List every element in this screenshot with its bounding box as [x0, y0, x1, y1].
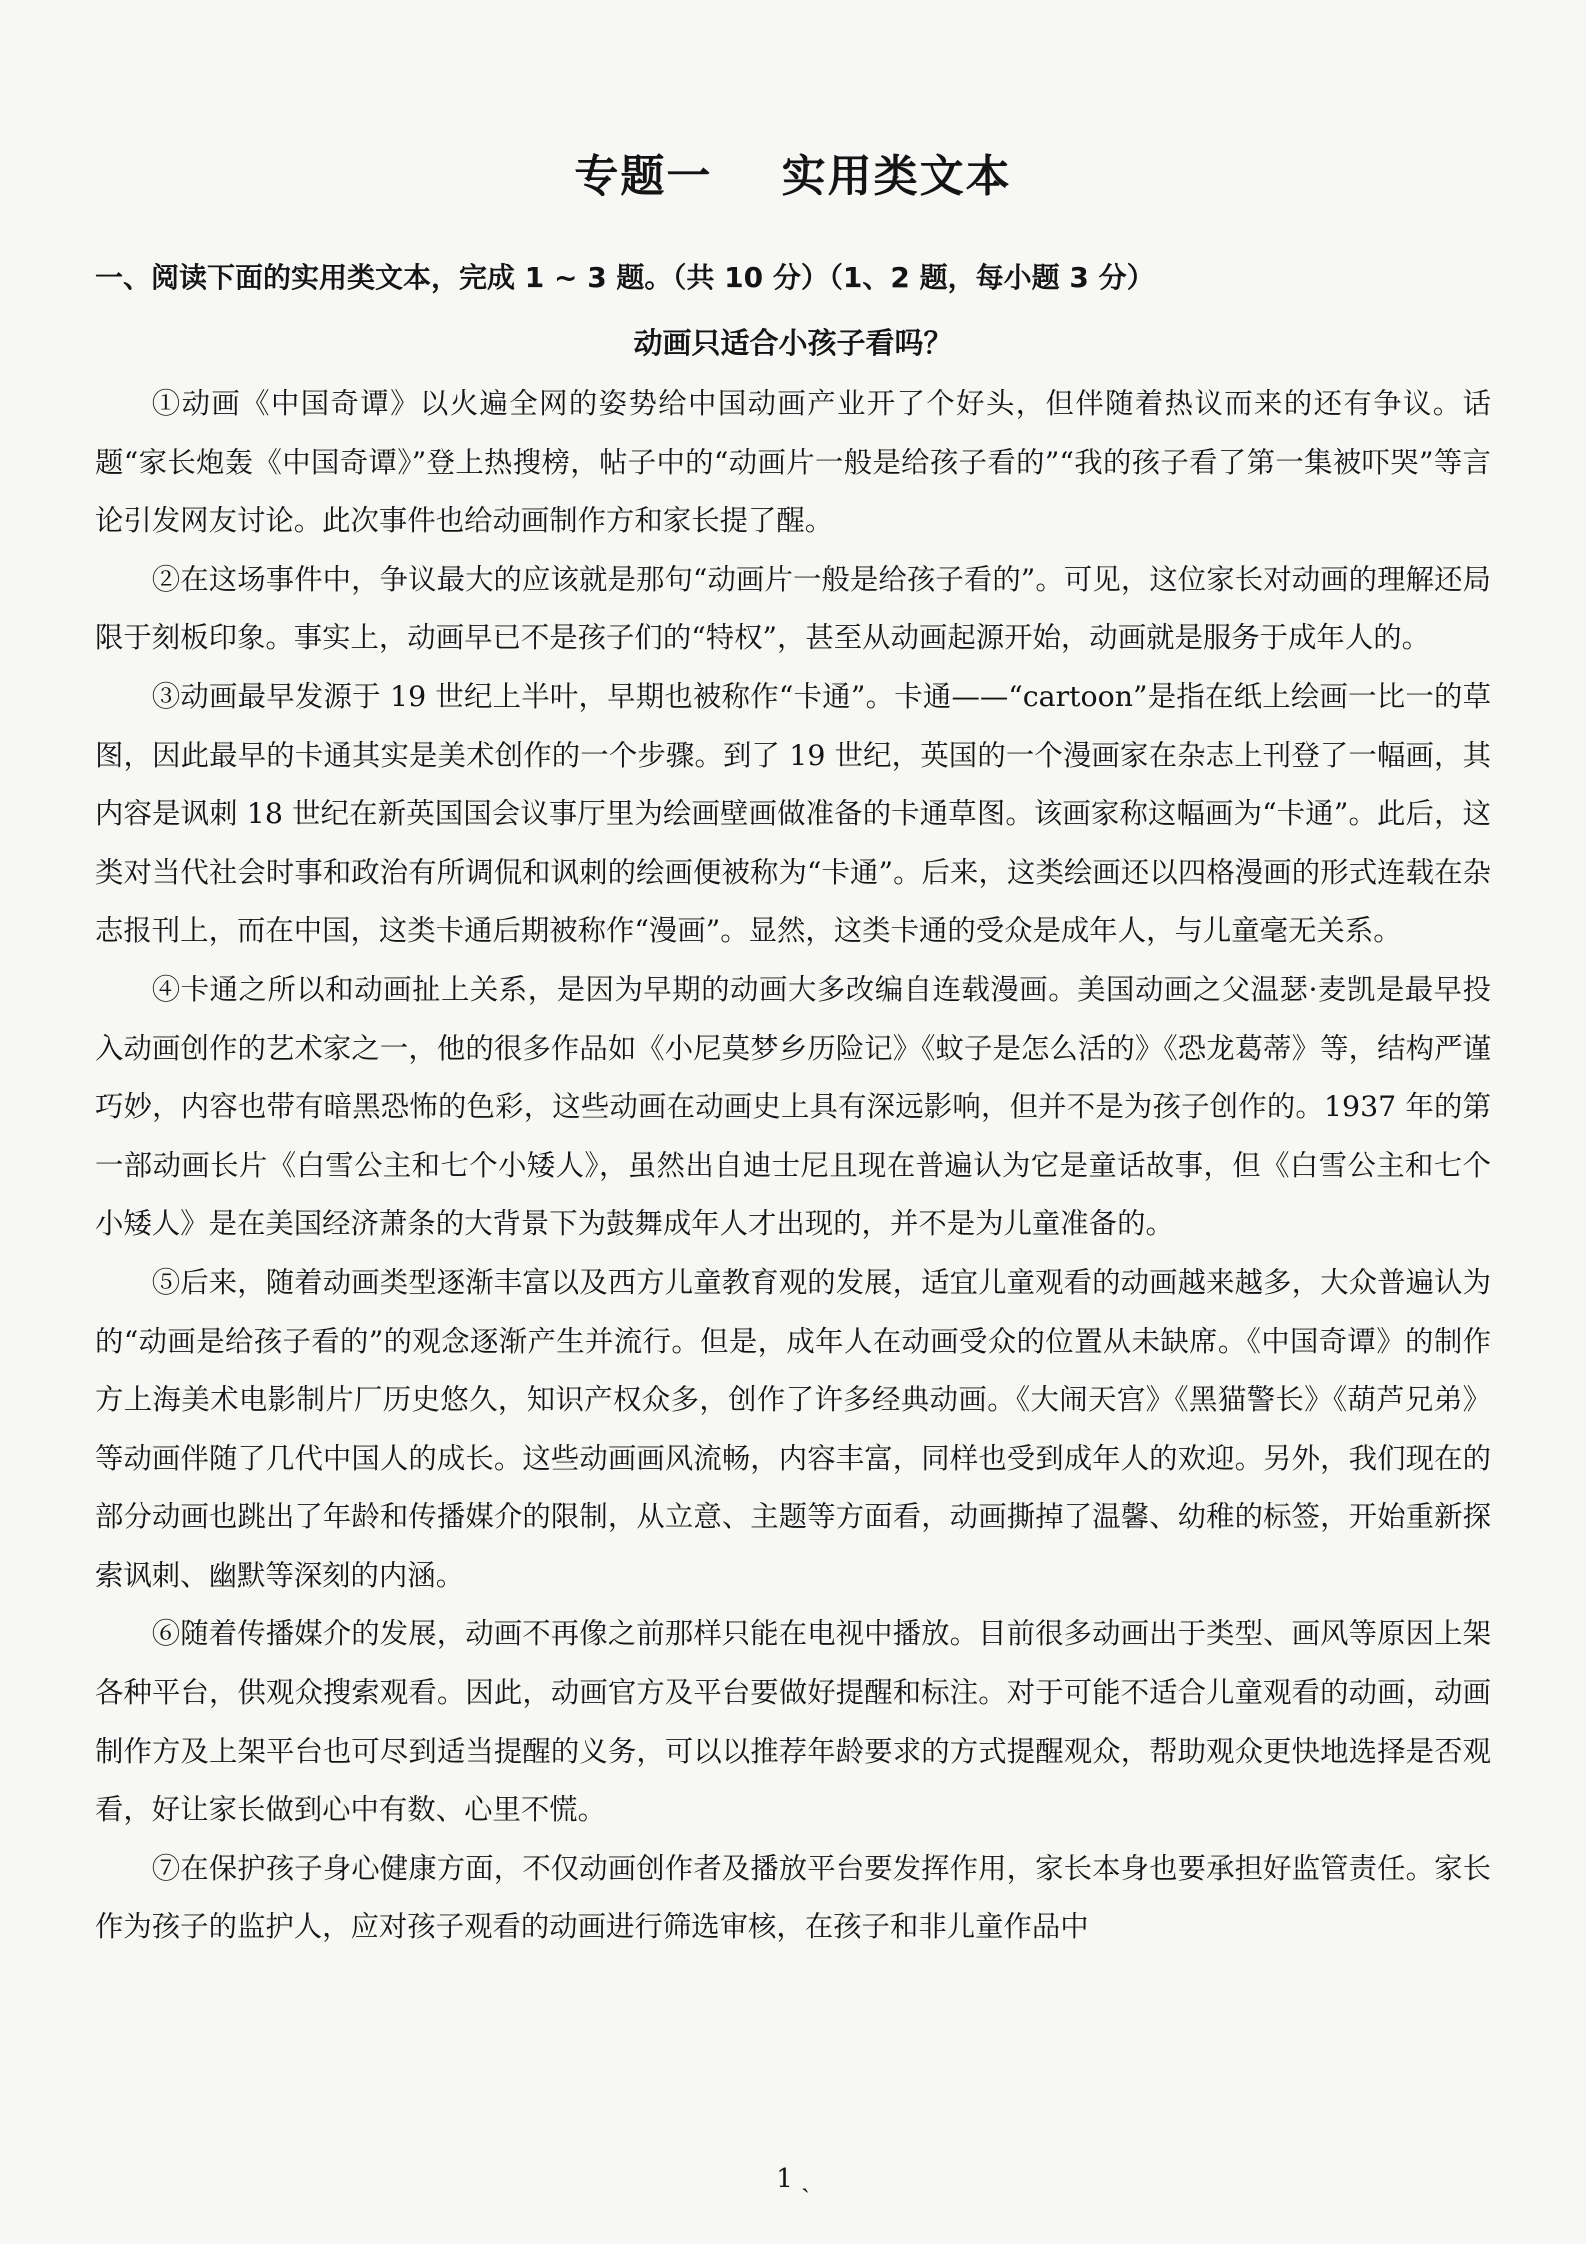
paragraph-5: ⑤后来，随着动画类型逐渐丰富以及西方儿童教育观的发展，适宜儿童观看的动画越来越多，大众普遍认为的“动画是给孩子看的”的观念逐渐产生并流行。但是，成年人在动画受众的位置从未缺席。《中国奇谭》的制作方上海美术电影制片厂历史悠久，知识产权众多，创作了许多经典动画。《大闹天宫》《黑猫警长》《葫芦兄弟》等动画伴随了几代中国人的成长。这些动画画风流畅，内容丰富，同样也受到成年人的欢迎。另外，我们现在的部分动画也跳出了年龄和传播媒介的限制，从立意、主题等方面看，动画撕掉了温馨、幼稚的标签，开始重新探索讽刺、幽默等深刻的内涵。 [95, 1265, 1491, 1592]
section-heading: 一、阅读下面的实用类文本，完成 1 ~ 3 题。（共 10 分）（1、2 题，每小题 3 分） [95, 261, 1155, 294]
page-title: 专题一 实用类文本 [574, 151, 1012, 202]
paragraph-4: ④卡通之所以和动画扯上关系，是因为早期的动画大多改编自连载漫画。美国动画之父温瑟·麦凯是最早投入动画创作的艺术家之一，他的很多作品如《小尼莫梦乡历险记》《蚊子是怎么活的》《恐龙葛蒂》等，结构严谨巧妙，内容也带有暗黑恐怖的色彩，这些动画在动画史上具有深远影响，但并不是为孩子创作的。1937 年的第一部动画长片《白雪公主和七个小矮人》，虽然出自迪士尼且现在普遍认为它是童话故事，但《白雪公主和七个小矮人》是在美国经济萧条的大背景下为鼓舞成年人才出现的，并不是为儿童准备的。 [95, 972, 1491, 1241]
article-title: 动画只适合小孩子看吗？ [633, 326, 953, 360]
paragraph-7: ⑦在保护孩子身心健康方面，不仅动画创作者及播放平台要发挥作用，家长本身也要承担好监管责任。家长作为孩子的监护人，应对孩子观看的动画进行筛选审核，在孩子和非儿童作品中 [95, 1851, 1491, 1944]
paragraph-6: ⑥随着传播媒介的发展，动画不再像之前那样只能在电视中播放。目前很多动画出于类型、画风等原因上架各种平台，供观众搜索观看。因此，动画官方及平台要做好提醒和标注。对于可能不适合儿童观看的动画，动画制作方及上架平台也可尽到适当提醒的义务，可以以推荐年龄要求的方式提醒观众，帮助观众更快地选择是否观看，好让家长做到心中有数、心里不慌。 [95, 1617, 1491, 1827]
paragraph-3: ③动画最早发源于 19 世纪上半叶，早期也被称作“卡通”。卡通——“cartoon”是指在纸上绘画一比一的草图，因此最早的卡通其实是美术创作的一个步骤。到了 19 世纪，英国的一个漫画家在杂志上刊登了一幅画，其内容是讽刺 18 世纪在新英国国会议事厅里为绘画壁画做准备的卡通草图。该画家称这幅画为“卡通”。此后，这类对当代社会时事和政治有所调侃和讽刺的绘画便被称为“卡通”。后来，这类绘画还以四格漫画的形式连载在杂志报刊上，而在中国，这类卡通后期被称作“漫画”。显然，这类卡通的受众是成年人，与儿童毫无关系。 [95, 679, 1491, 948]
paragraph-2: ②在这场事件中，争议最大的应该就是那句“动画片一般是给孩子看的”。可见，这位家长对动画的理解还局限于刻板印象。事实上，动画早已不是孩子们的“特权”，甚至从动画起源开始，动画就是服务于成年人的。 [95, 562, 1491, 655]
paragraph-1: ①动画《中国奇谭》以火遍全网的姿势给中国动画产业开了个好头，但伴随着热议而来的还有争议。话题“家长炮轰《中国奇谭》”登上热搜榜，帖子中的“动画片一般是给孩子看的”“我的孩子看了第一集被吓哭”等言论引发网友讨论。此次事件也给动画制作方和家长提了醒。 [95, 387, 1491, 538]
article-body [95, 375, 1491, 1957]
page-number: 1 ˎ [776, 2164, 810, 2194]
